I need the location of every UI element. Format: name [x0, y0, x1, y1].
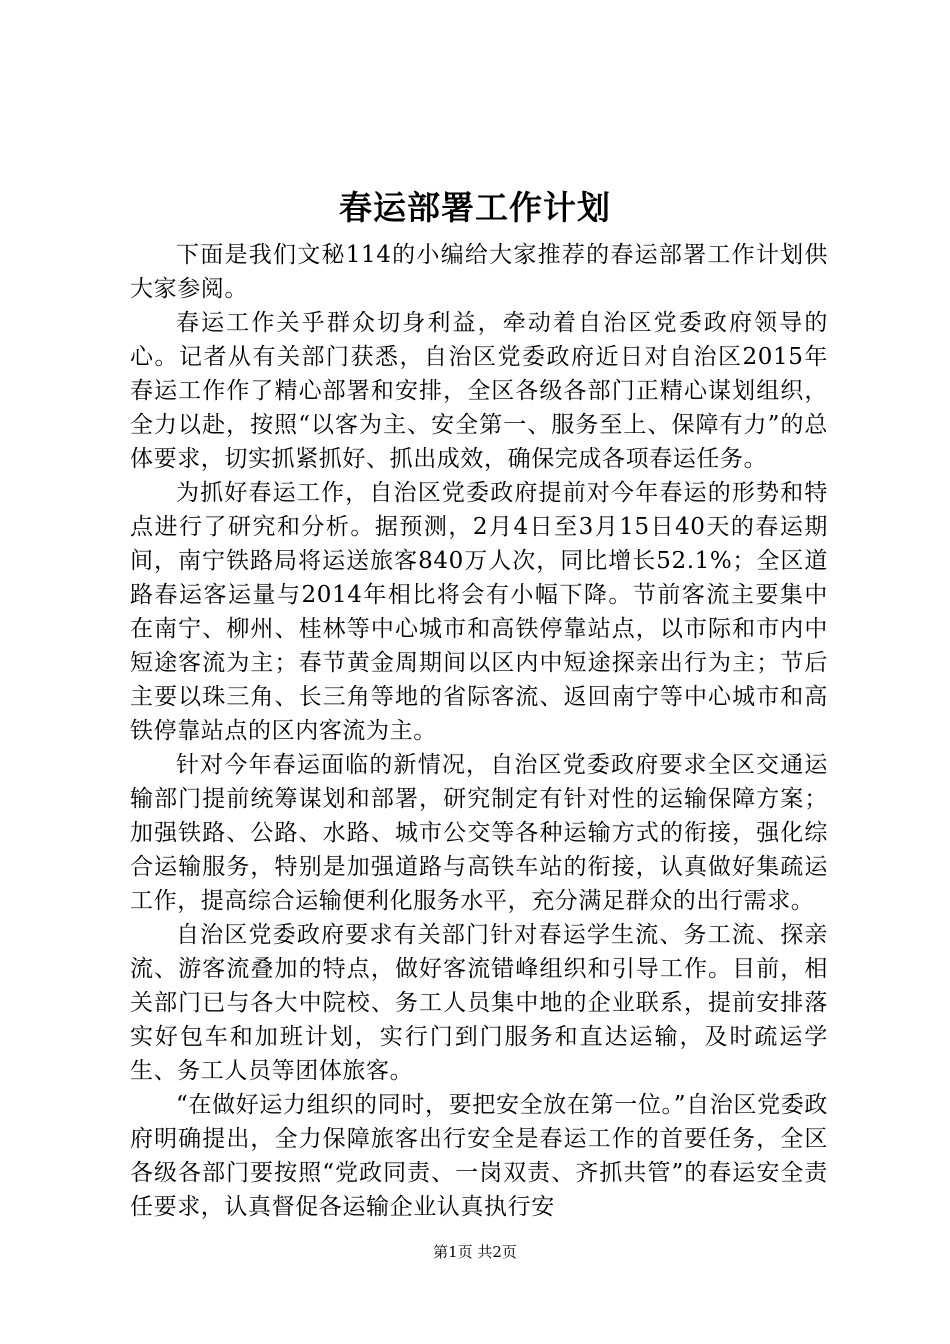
paragraph-intro: 下面是我们文秘114的小编给大家推荐的春运部署工作计划供大家参阅。 [130, 242, 828, 302]
paragraph-forecast: 为抓好春运工作，自治区党委政府提前对今年春运的形势和特点进行了研究和分析。据预测，2月4日至3月15日40天的春运期间，南宁铁路局将运送旅客840万人次，同比增长52.1%；全区道路春运客运量与2014年相比将会有小幅下降。节前客流主要集中在南宁、柳州、桂林等中心城市和高铁停靠站点，以市际和市内中短途客流为主；春节黄金周期间以区内中短途探亲出行为主；节后主要以珠三角、长三角等地的省际客流、返回南宁等中心城市和高铁停靠站点的区内客流为主。 [130, 480, 828, 744]
paragraph-passenger-flow: 自治区党委政府要求有关部门针对春运学生流、务工流、探亲流、游客流叠加的特点，做好客流错峰组织和引导工作。目前，相关部门已与各大中院校、务工人员集中地的企业联系，提前安排落实好包车和加班计划，实行门到门服务和直达运输，及时疏运学生、务工人员等团体旅客。 [130, 922, 828, 1084]
document-title: 春运部署工作计划 [339, 188, 611, 227]
paragraph-overview: 春运工作关乎群众切身利益，牵动着自治区党委政府领导的心。记者从有关部门获悉，自治区党委政府近日对自治区2015年春运工作作了精心部署和安排，全区各级各部门正精心谋划组织，全力以赴，按照“以客为主、安全第一、服务至上、保障有力”的总体要求，切实抓紧抓好、抓出成效，确保完成各项春运任务。 [130, 310, 828, 472]
document-body [130, 238, 828, 1224]
paragraph-transport-plan: 针对今年春运面临的新情况，自治区党委政府要求全区交通运输部门提前统筹谋划和部署，研究制定有针对性的运输保障方案；加强铁路、公路、水路、城市公交等各种运输方式的衔接，强化综合运输服务，特别是加强道路与高铁车站的衔接，认真做好集疏运工作，提高综合运输便利化服务水平，充分满足群众的出行需求。 [130, 752, 828, 914]
paragraph-safety: “在做好运力组织的同时，要把安全放在第一位。”自治区党委政府明确提出，全力保障旅客出行安全是春运工作的首要任务，全区各级各部门要按照“党政同责、一岗双责、齐抓共管”的春运安全责任要求，认真督促各运输企业认真执行安 [130, 1092, 828, 1220]
page-number: 第1页 共2页 [433, 1243, 517, 1261]
